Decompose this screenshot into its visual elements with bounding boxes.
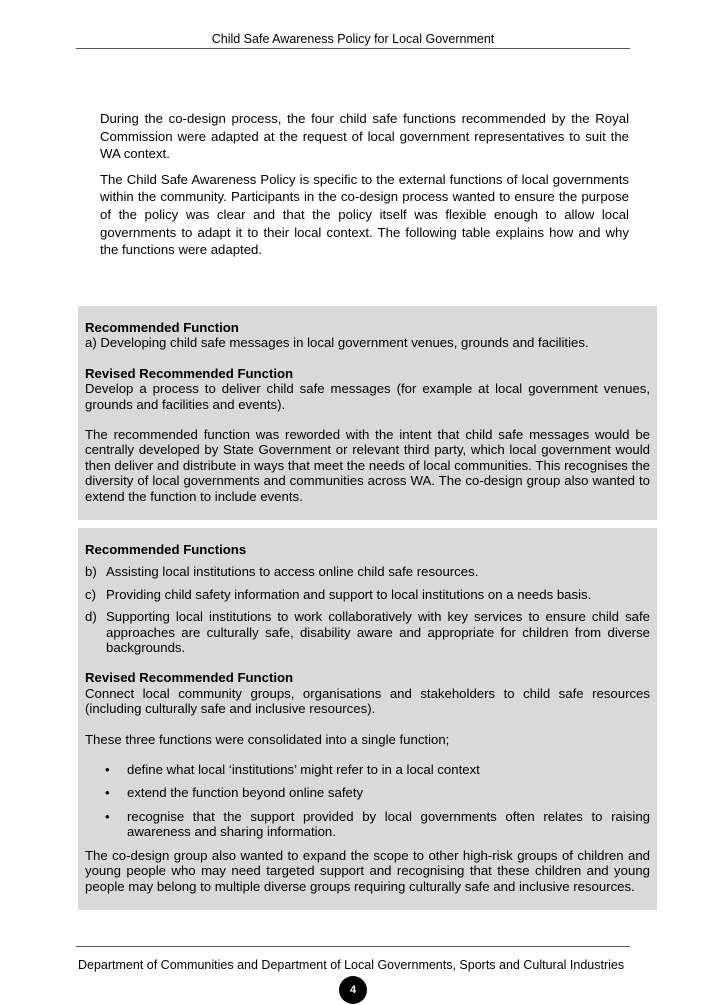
list-item (85, 564, 650, 579)
list-item-text: Providing child safety information and support to local institutions on a needs basis. (106, 586, 592, 602)
consolidation-text: These three functions were consolidated into a single function; (85, 731, 450, 747)
bullet-icon: • (105, 785, 110, 801)
intro-section (100, 110, 629, 267)
list-item-text: Supporting local institutions to work collaboratively with key services to ensure child safe approaches are culturally safe, disability aware and appropriate for children from diverse backgrounds. (106, 609, 650, 656)
recommended-functions-list (85, 564, 650, 655)
revised-function-heading: Revised Recommended Function (85, 365, 294, 381)
footer-divider (76, 946, 630, 947)
function-table-row-1 (78, 306, 657, 520)
page-number-badge: 4 (339, 976, 367, 1004)
list-marker: c) (85, 586, 96, 602)
footer-department: Department of Communities and Department of Local Governments, Sports and Cultural Industries (78, 958, 625, 972)
rationale-text: The recommended function was reworded with the intent that child safe messages would be centrally developed by State Government or relevant third party, which local government would then deliver and distribute in ways that meet the needs of local communities. This recognises the diversity of local governments and communities across WA. The co-design group also wanted to extend the function to include events. (85, 427, 650, 504)
scope-text: The co-design group also wanted to expand the scope to other high-risk groups of children and young people who may need targeted support and recognising that these children and young people may belong to multiple diverse groups requiring culturally safe and inclusive resources. (85, 847, 650, 894)
intro-paragraph-2: The Child Safe Awareness Policy is specific to the external functions of local governments within the community. Participants in the co-design process wanted to ensure the purpose of the policy was clear and that the policy itself was flexible enough to allow local governments to adapt it to their local context. The following table explains how and why the functions were adapted. (100, 171, 629, 258)
list-item (85, 609, 650, 655)
revised-function-text: Connect local community groups, organisations and stakeholders to child safe resources (including culturally safe and inclusive resources). (85, 685, 650, 717)
list-item-text: Assisting local institutions to access online child safe resources. (106, 564, 479, 580)
list-item (85, 809, 650, 840)
recommended-function-text: a) Developing child safe messages in local government venues, grounds and facilities. (85, 335, 589, 351)
list-item (85, 762, 650, 777)
bullet-icon: • (105, 762, 110, 778)
bullet-icon: • (105, 808, 110, 824)
consolidation-bullet-list (85, 762, 650, 840)
list-marker: b) (85, 564, 97, 580)
recommended-functions-heading: Recommended Functions (85, 542, 247, 557)
list-marker: d) (85, 609, 97, 625)
header-divider (76, 48, 630, 49)
function-table-row-2 (78, 528, 657, 910)
intro-paragraph-1: During the co-design process, the four child safe functions recommended by the Royal Commission were adapted at the request of local government representatives to suit the WA context. (100, 111, 629, 162)
revised-function-text: Develop a process to deliver child safe messages (for example at local government venues, grounds and facilities and events). (85, 381, 650, 412)
list-item-text: define what local ‘institutions’ might refer to in a local context (127, 762, 480, 778)
recommended-function-heading: Recommended Function (85, 320, 239, 335)
list-item-text: extend the function beyond online safety (127, 785, 364, 801)
list-item-text: recognise that the support provided by local governments often relates to raising awareness and sharing information. (127, 808, 650, 840)
page-header-title: Child Safe Awareness Policy for Local Government (211, 32, 495, 46)
revised-function-heading: Revised Recommended Function (85, 670, 294, 686)
list-item (85, 785, 650, 800)
list-item (85, 587, 650, 602)
